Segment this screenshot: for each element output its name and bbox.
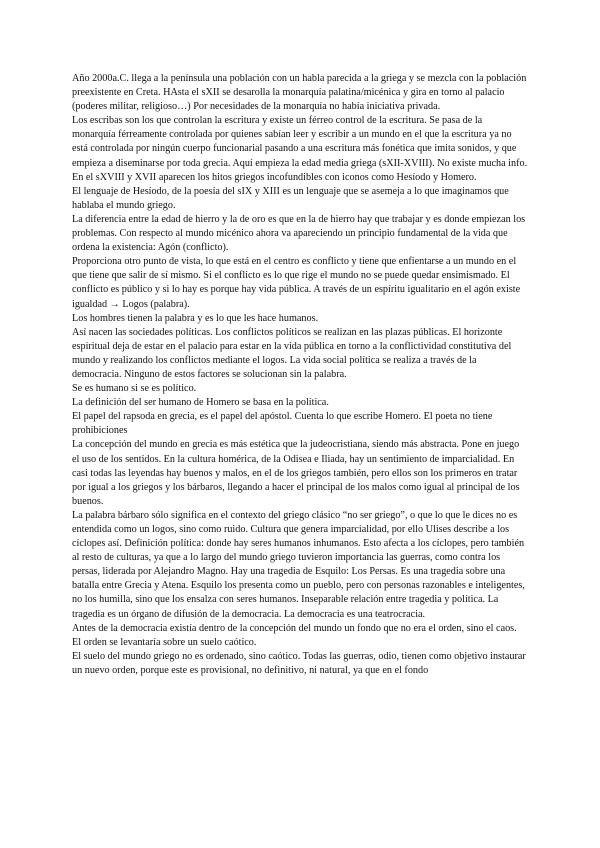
paragraph-12: La concepción del mundo en grecia es más estética que la judeocristiana, siendo más abstracta. Pone en juego el uso de los sentidos. En la cultura homérica, de la Odisea e Iliada, hay un sentimiento de imparcialidad. En casi todas las leyendas hay buenos y malos, en el de los griegos también, pero ellos son los primeros en tratar por igual a los griegos y los bárbaros, llegando a hacer el principal de los malos como igual al principal de los buenos. bbox=[72, 439, 520, 507]
paragraph-3: En el sXVIII y XVII aparecen los hitos griegos incofundibles con iconos como Hesíodo y Homero. bbox=[72, 171, 477, 183]
paragraph-8: Así nacen las sociedades políticas. Los conflictos políticos se realizan en las plazas públicas. El horizonte espiritual deja de estar en el palacio para estar en la vida pública en torno a la conflictividad constitutiva del mundo y realizando los conflictos mediante el logos. La vida social política se realiza a través de la democracia. Ninguno de estos factores se solucionan sin la palabra. bbox=[72, 326, 512, 380]
paragraph-10: La definición del ser humano de Homero se basa en la política. bbox=[72, 397, 329, 409]
paragraph-2: Los escribas son los que controlan la escritura y existe un férreo control de la escritura. Se pasa de la monarquía férreamente controlada por quienes sabían leer y escribir a un mundo en el que la escritura ya no está controlada por ningún cuerpo funcionarial pasando a una escritura más fonética que imita sonidos, y que empieza a diseminarse por toda grecia. Aquí empieza la edad media griega (sXII-XVIII). No existe mucha info. bbox=[72, 115, 528, 169]
paragraph-9: Se es humano si se es político. bbox=[72, 383, 197, 395]
paragraph-11: El papel del rapsoda en grecia, es el papel del apóstol. Cuenta lo que escribe Homero. El poeta no tiene prohibiciones bbox=[72, 411, 493, 437]
document-page bbox=[72, 72, 528, 678]
paragraph-13: La palabra bárbaro sólo significa en el contexto del griego clásico “no ser griego”, o que lo que le dices no es entendida como un logos, sino como ruido. Cultura que genera imparcialidad, por ello Ulises describe a los cíclopes así. Definición política: donde hay seres humanos inhumanos. Esto afecta a los cíclopes, pero también al resto de culturas, ya que a lo largo del mundo griego tuvieron importancia las guerras, como contra los persas, liderada por Alejandro Magno. Hay una tragedia de Esquilo: Los Persas. Es una tragedia sobre una batalla entre Grecia y Atena. Esquilo los presenta como un pueblo, pero con personas razonables e inteligentes, no los humilla, sino que los ensalza con seres humanos. Inseparable relación entre tragedia y política. La tragedia es un órgano de difusión de la democracia. La democracia es una teatrocracia. bbox=[72, 509, 525, 620]
paragraph-4: El lenguaje de Hesíodo, de la poesía del sIX y XIII es un lenguaje que se asemeja a lo que imaginamos que hablaba el mundo griego. bbox=[72, 185, 509, 211]
paragraph-7: Los hombres tienen la palabra y es lo que les hace humanos. bbox=[72, 312, 319, 324]
paragraph-1: Año 2000a.C. llega a la península una población con un habla parecida a la griega y se mezcla con la población preexistente en Creta. HAsta el sXII se desarolla la monarquía palatina/micénica y gira en torno al palacio (poderes militar, religioso…) Por necesidades de la monarquía no había iniciativa privada. bbox=[72, 73, 527, 113]
paragraph-5: La diferencia entre la edad de hierro y la de oro es que en la de hierro hay que trabajar y es donde empiezan los problemas. Con respecto al mundo micénico ahora va apareciendo un principio fundamental de la vida que ordena la existencia: Agón (conflicto). bbox=[72, 213, 526, 254]
paragraph-6: Proporciona otro punto de vista, lo que está en el centro es conflicto y tiene que enfientarse a un mundo en el que tiene que salir de sí mismo. Si el conflicto es lo que rige el mundo no se puede quedar ensimismado. El conflicto es público y si lo hay es porque hay vida pública. A través de un espíritu igualitario en el agón existe igualdad → Logos (palabra). bbox=[72, 256, 521, 310]
paragraph-14: Antes de la democracia existía dentro de la concepción del mundo un fondo que no era el orden, sino el caos. El orden se levantaría sobre un suelo caótico. bbox=[72, 622, 517, 648]
paragraph-15: El suelo del mundo griego no es ordenado, sino caótico. Todas las guerras, odio, tienen como objetivo instaurar un nuevo orden, porque este es provisional, no definitivo, ni natural, ya que en el fondo bbox=[72, 650, 526, 676]
